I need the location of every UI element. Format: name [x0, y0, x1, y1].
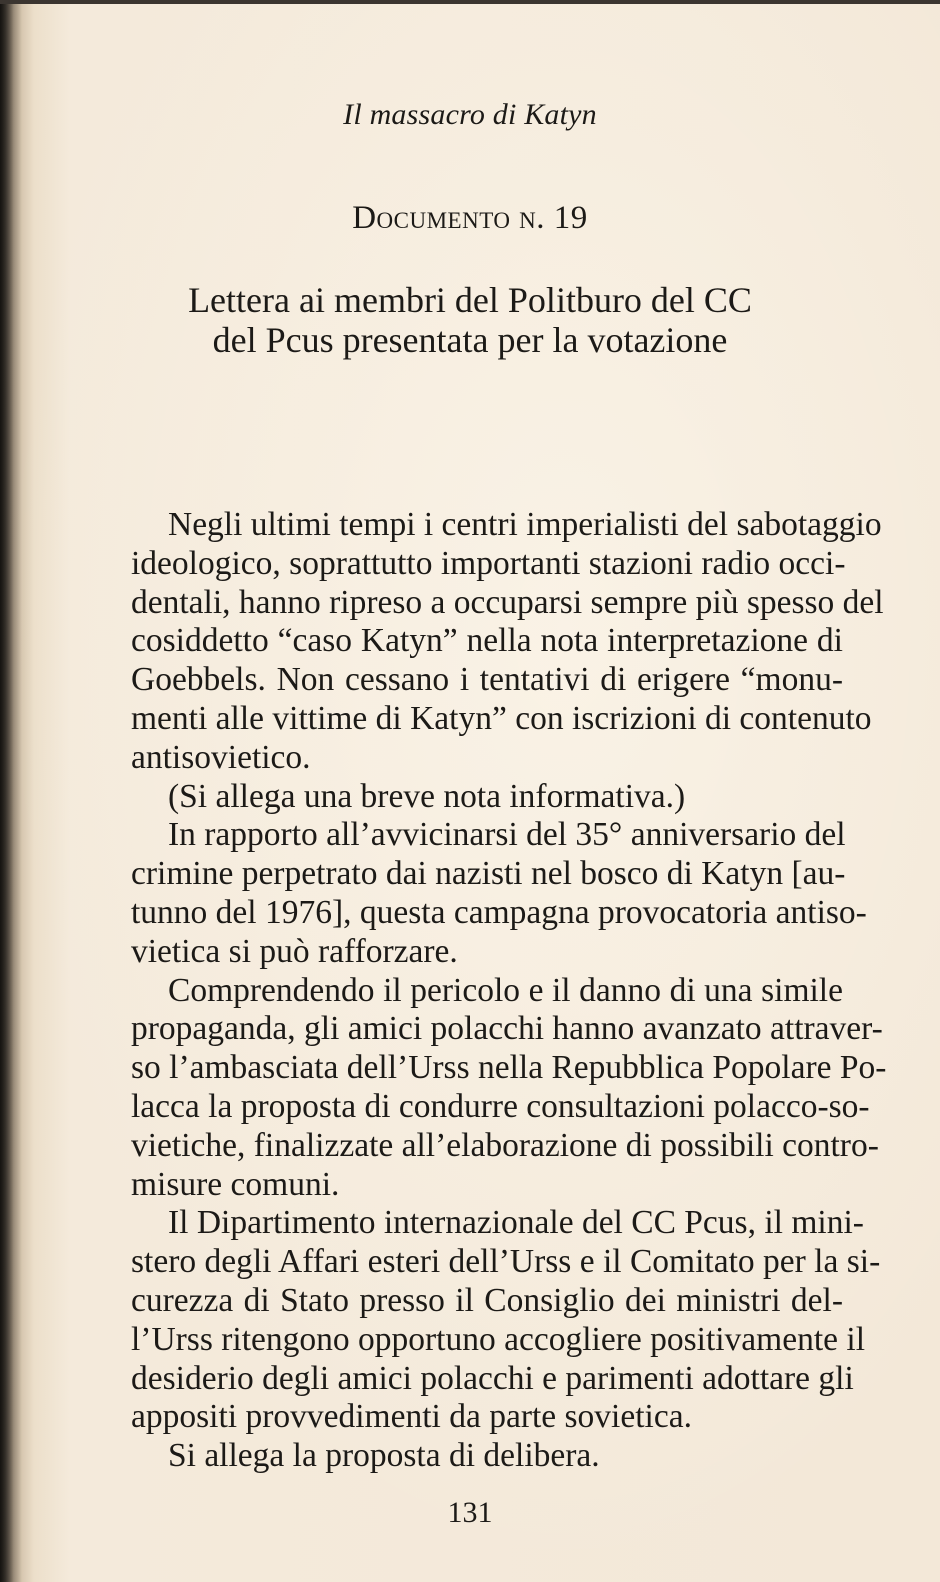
document-title: [0, 280, 940, 360]
body-line: menti alle vittime di Katyn” con iscrizioni di contenuto: [131, 699, 872, 737]
document-title-line: Lettera ai membri del Politburo del CC: [188, 280, 752, 320]
body-line: Il Dipartimento internazionale del CC Pcus, il mini-: [168, 1204, 864, 1242]
page-number: 131: [447, 1496, 493, 1529]
body-line: appositi provvedimenti da parte sovietica.: [131, 1398, 692, 1436]
body-line: ideologico, soprattutto importanti stazioni radio occi-: [131, 544, 846, 582]
body-line: desiderio degli amici polacchi e parimenti adottare gli: [131, 1359, 854, 1397]
body-line: vietica si può rafforzare.: [131, 932, 458, 970]
body-line: Si allega la proposta di delibera.: [168, 1437, 600, 1475]
body-line: so l’ambasciata dell’Urss nella Repubblica Popolare Po-: [131, 1049, 887, 1087]
document-title-line: del Pcus presentata per la votazione: [212, 320, 728, 360]
body-line: dentali, hanno ripreso a occuparsi sempre più spesso del: [131, 583, 884, 621]
running-head: Il massacro di Katyn: [343, 98, 597, 131]
body-line: Comprendendo il pericolo e il danno di una simile: [168, 971, 843, 1009]
body-line: vietiche, finalizzate all’elaborazione di possibili contro-: [131, 1126, 879, 1164]
body-line: propaganda, gli amici polacchi hanno avanzato attraver-: [131, 1010, 883, 1048]
page-top-edge: [0, 0, 940, 4]
body-text: [131, 506, 887, 1476]
body-line: l’Urss ritengono opportuno accogliere positivamente il: [131, 1320, 866, 1358]
body-line: crimine perpetrato dai nazisti nel bosco di Katyn [au-: [131, 855, 846, 893]
body-line: lacca la proposta di condurre consultazioni polacco-so-: [131, 1087, 870, 1125]
body-line: tunno del 1976], questa campagna provocatoria antiso-: [131, 893, 867, 931]
body-line: (Si allega una breve nota informativa.): [168, 777, 686, 815]
body-line: Negli ultimi tempi i centri imperialisti del sabotaggio: [168, 506, 882, 543]
document-number: Documento n. 19: [352, 200, 588, 236]
body-line: cosiddetto “caso Katyn” nella nota interpretazione di: [131, 622, 843, 660]
body-line: stero degli Affari esteri dell’Urss e il Comitato per la si-: [131, 1243, 881, 1281]
body-line: In rapporto all’avvicinarsi del 35° anniversario del: [168, 816, 846, 854]
body-line: Goebbels. Non cessano i tentativi di erigere “monu-: [131, 661, 843, 699]
body-line: curezza di Stato presso il Consiglio dei ministri del-: [131, 1281, 843, 1319]
book-spine-shadow: [0, 0, 22, 1582]
body-line: misure comuni.: [131, 1165, 340, 1203]
body-line: antisovietico.: [131, 738, 311, 776]
